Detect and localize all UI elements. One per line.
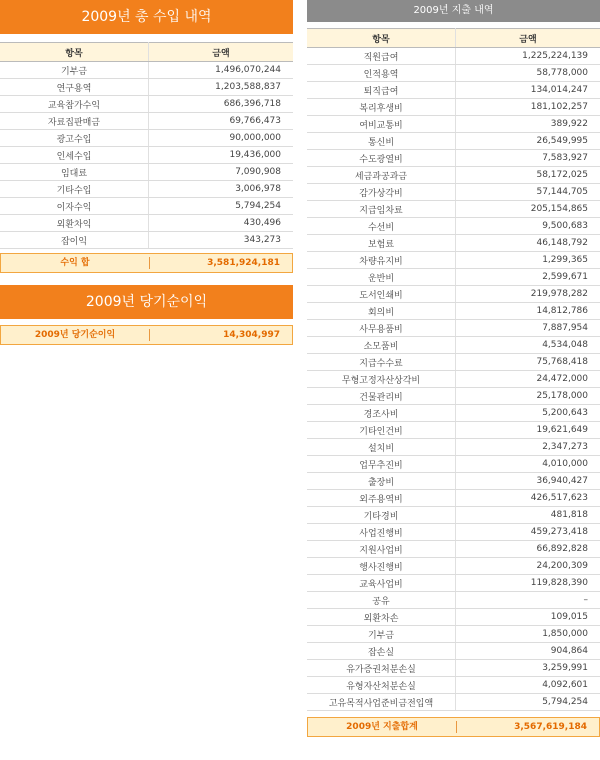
row-item: 교육참가수익	[0, 96, 149, 113]
row-amount: 66,892,828	[456, 541, 600, 558]
row-item: 기타수입	[0, 181, 149, 198]
table-row	[307, 184, 600, 201]
table-row	[307, 133, 600, 150]
row-item: 소모품비	[307, 337, 456, 354]
table-row	[307, 507, 600, 524]
table-row	[0, 96, 293, 113]
row-amount: 343,273	[149, 232, 294, 249]
table-row	[307, 473, 600, 490]
row-amount: 1,203,588,837	[149, 79, 294, 96]
row-item: 지원사업비	[307, 541, 456, 558]
row-item: 회의비	[307, 303, 456, 320]
row-amount: 109,015	[456, 609, 600, 626]
row-item: 인적용역	[307, 65, 456, 82]
row-amount: 57,144,705	[456, 184, 600, 201]
expense-title-banner	[307, 0, 600, 22]
row-item: 복리후생비	[307, 99, 456, 116]
table-row	[307, 337, 600, 354]
table-row	[307, 201, 600, 218]
row-amount: 181,102,257	[456, 99, 600, 116]
row-amount: 3,259,991	[456, 660, 600, 677]
row-item: 기부금	[0, 62, 149, 79]
row-amount: 1,850,000	[456, 626, 600, 643]
row-amount: 7,090,908	[149, 164, 294, 181]
row-item: 외환차익	[0, 215, 149, 232]
table-row	[0, 181, 293, 198]
row-amount: 46,148,792	[456, 235, 600, 252]
row-amount: 4,534,048	[456, 337, 600, 354]
row-amount: 58,778,000	[456, 65, 600, 82]
row-amount: 58,172,025	[456, 167, 600, 184]
expense-header-amount: 금액	[456, 29, 600, 48]
row-amount: 686,396,718	[149, 96, 294, 113]
expense-title: 2009년 지출 내역	[413, 5, 494, 16]
row-amount: 25,178,000	[456, 388, 600, 405]
table-row	[307, 575, 600, 592]
table-row	[307, 235, 600, 252]
row-item: 지급수수료	[307, 354, 456, 371]
expense-section	[307, 0, 600, 737]
income-header-amount: 금액	[149, 43, 294, 62]
income-total-row	[0, 253, 293, 273]
row-item: 잡이익	[0, 232, 149, 249]
table-row	[307, 388, 600, 405]
row-item: 수도광열비	[307, 150, 456, 167]
row-item: 잡손실	[307, 643, 456, 660]
table-row	[307, 303, 600, 320]
table-row	[307, 524, 600, 541]
row-item: 유형자산처분손실	[307, 677, 456, 694]
table-row	[307, 82, 600, 99]
expense-total-amount: 3,567,619,184	[514, 722, 587, 732]
row-item: 사업진행비	[307, 524, 456, 541]
row-item: 외환차손	[307, 609, 456, 626]
row-item: 출장비	[307, 473, 456, 490]
row-item: 기부금	[307, 626, 456, 643]
net-income-row	[0, 325, 293, 345]
income-section	[0, 0, 293, 345]
row-amount: 7,583,927	[456, 150, 600, 167]
income-table-header	[0, 43, 293, 62]
row-amount: 19,621,649	[456, 422, 600, 439]
row-item: 운반비	[307, 269, 456, 286]
row-amount: –	[456, 592, 600, 609]
income-table-body	[0, 62, 293, 249]
table-row	[0, 232, 293, 249]
income-title-banner	[0, 0, 293, 34]
table-row	[307, 643, 600, 660]
table-row	[307, 626, 600, 643]
table-row	[307, 677, 600, 694]
table-row	[307, 439, 600, 456]
table-row	[307, 405, 600, 422]
row-amount: 5,794,254	[149, 198, 294, 215]
table-row	[0, 215, 293, 232]
expense-total-label: 2009년 지출합계	[308, 721, 457, 733]
row-amount: 5,200,643	[456, 405, 600, 422]
row-item: 수선비	[307, 218, 456, 235]
row-amount: 2,347,273	[456, 439, 600, 456]
table-row	[307, 558, 600, 575]
row-item: 퇴직급여	[307, 82, 456, 99]
row-amount: 4,010,000	[456, 456, 600, 473]
table-row	[0, 62, 293, 79]
row-item: 차량유지비	[307, 252, 456, 269]
row-amount: 4,092,601	[456, 677, 600, 694]
row-amount: 2,599,671	[456, 269, 600, 286]
table-row	[307, 150, 600, 167]
income-table	[0, 42, 293, 249]
row-item: 건물관리비	[307, 388, 456, 405]
row-amount: 481,818	[456, 507, 600, 524]
table-row	[307, 320, 600, 337]
table-row	[307, 541, 600, 558]
row-item: 세금과공과금	[307, 167, 456, 184]
row-amount: 14,812,786	[456, 303, 600, 320]
table-row	[307, 490, 600, 507]
table-row	[0, 113, 293, 130]
net-income-title: 2009년 당기순이익	[85, 294, 208, 310]
row-amount: 1,299,365	[456, 252, 600, 269]
row-item: 직원급여	[307, 48, 456, 65]
table-row	[0, 198, 293, 215]
row-item: 기타인건비	[307, 422, 456, 439]
table-row	[307, 660, 600, 677]
table-row	[307, 592, 600, 609]
table-row	[307, 269, 600, 286]
table-row	[307, 354, 600, 371]
row-amount: 430,496	[149, 215, 294, 232]
row-amount: 5,794,254	[456, 694, 600, 711]
table-row	[307, 116, 600, 133]
row-amount: 134,014,247	[456, 82, 600, 99]
table-row	[307, 65, 600, 82]
table-row	[307, 48, 600, 65]
row-item: 기타경비	[307, 507, 456, 524]
table-row	[0, 130, 293, 147]
row-item: 임대료	[0, 164, 149, 181]
row-item: 통신비	[307, 133, 456, 150]
row-amount: 426,517,623	[456, 490, 600, 507]
row-item: 여비교통비	[307, 116, 456, 133]
row-amount: 205,154,865	[456, 201, 600, 218]
row-item: 지급임차료	[307, 201, 456, 218]
expense-table	[307, 28, 600, 711]
row-item: 광고수입	[0, 130, 149, 147]
expense-header-item: 항목	[307, 29, 456, 48]
row-amount: 75,768,418	[456, 354, 600, 371]
row-item: 보험료	[307, 235, 456, 252]
row-item: 인세수입	[0, 147, 149, 164]
row-amount: 3,006,978	[149, 181, 294, 198]
table-row	[0, 79, 293, 96]
row-item: 도서인쇄비	[307, 286, 456, 303]
row-amount: 36,940,427	[456, 473, 600, 490]
row-item: 업무추진비	[307, 456, 456, 473]
row-amount: 69,766,473	[149, 113, 294, 130]
row-amount: 24,472,000	[456, 371, 600, 388]
row-item: 공유	[307, 592, 456, 609]
row-item: 이자수익	[0, 198, 149, 215]
row-amount: 389,922	[456, 116, 600, 133]
row-amount: 7,887,954	[456, 320, 600, 337]
row-item: 유가증권처분손실	[307, 660, 456, 677]
table-row	[307, 694, 600, 711]
row-item: 외주용역비	[307, 490, 456, 507]
net-income-title-banner	[0, 285, 293, 319]
expense-table-body	[307, 48, 600, 711]
row-amount: 9,500,683	[456, 218, 600, 235]
table-row	[307, 252, 600, 269]
net-income-amount: 14,304,997	[223, 330, 280, 340]
row-amount: 1,225,224,139	[456, 48, 600, 65]
row-amount: 26,549,995	[456, 133, 600, 150]
table-row	[307, 167, 600, 184]
table-row	[307, 371, 600, 388]
expense-table-header	[307, 29, 600, 48]
row-amount: 90,000,000	[149, 130, 294, 147]
income-total-amount: 3,581,924,181	[207, 258, 280, 268]
row-item: 무형고정자산상각비	[307, 371, 456, 388]
row-amount: 119,828,390	[456, 575, 600, 592]
income-total-label: 수익 합	[1, 257, 150, 269]
table-row	[307, 609, 600, 626]
row-item: 자료집판매금	[0, 113, 149, 130]
row-amount: 904,864	[456, 643, 600, 660]
row-item: 설치비	[307, 439, 456, 456]
income-title: 2009년 총 수입 내역	[81, 9, 212, 25]
row-item: 사무용품비	[307, 320, 456, 337]
row-item: 감가상각비	[307, 184, 456, 201]
table-row	[0, 164, 293, 181]
row-amount: 24,200,309	[456, 558, 600, 575]
row-item: 고유목적사업준비금전입액	[307, 694, 456, 711]
table-row	[307, 456, 600, 473]
table-row	[307, 99, 600, 116]
table-row	[0, 147, 293, 164]
table-row	[307, 218, 600, 235]
row-amount: 19,436,000	[149, 147, 294, 164]
row-item: 연구용역	[0, 79, 149, 96]
row-amount: 219,978,282	[456, 286, 600, 303]
row-item: 경조사비	[307, 405, 456, 422]
row-item: 교육사업비	[307, 575, 456, 592]
expense-total-row	[307, 717, 600, 737]
net-income-label: 2009년 당기순이익	[1, 329, 150, 341]
row-amount: 459,273,418	[456, 524, 600, 541]
table-row	[307, 422, 600, 439]
income-header-item: 항목	[0, 43, 149, 62]
table-row	[307, 286, 600, 303]
row-amount: 1,496,070,244	[149, 62, 294, 79]
row-item: 행사진행비	[307, 558, 456, 575]
